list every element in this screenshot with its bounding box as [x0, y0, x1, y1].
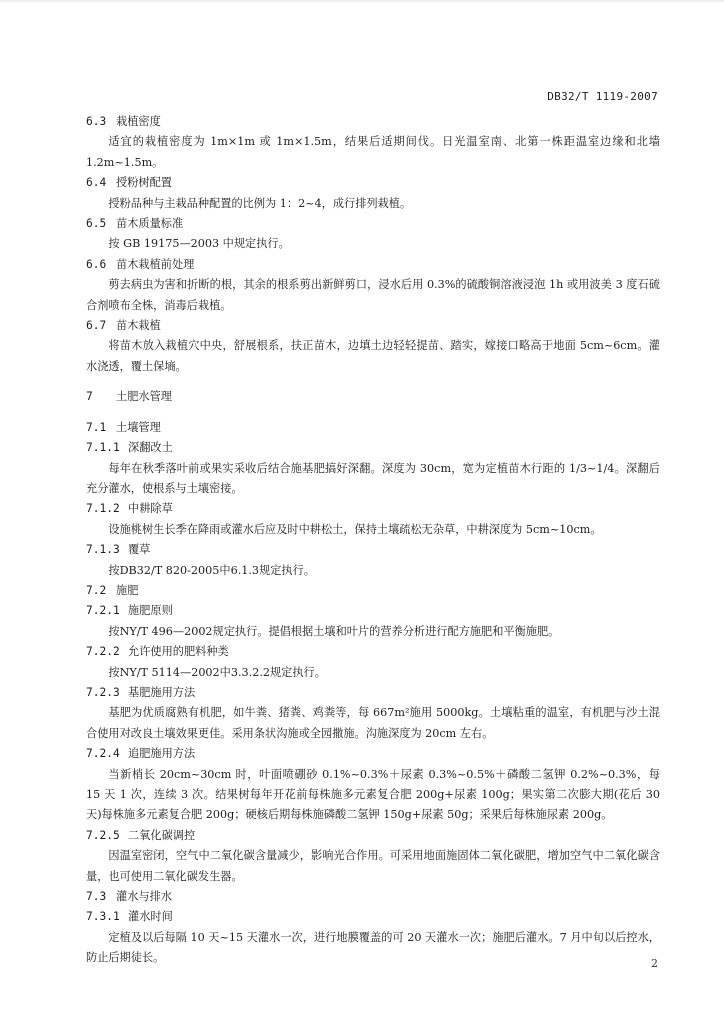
document-body — [86, 112, 660, 969]
section-number: 7.3.1 — [86, 910, 120, 924]
section-heading — [86, 255, 660, 275]
section-heading — [86, 907, 660, 927]
section-number: 6.7 — [86, 319, 107, 333]
section-number: 7 — [86, 390, 93, 404]
section-heading — [86, 887, 660, 907]
section-heading — [86, 540, 660, 560]
paragraph: 定植及以后每隔 10 天~15 天灌水一次，进行地膜覆盖的可 20 天灌水一次；施肥后灌水。7 月中旬以后控水，防止后期徒长。 — [86, 930, 660, 965]
section-heading — [86, 316, 660, 336]
section-number: 7.2 — [86, 583, 107, 597]
section-title: 灌水时间 — [128, 910, 173, 924]
section-number: 7.3 — [86, 890, 107, 904]
section-heading — [86, 744, 660, 764]
paragraph: 将苗木放入栽植穴中央，舒展根系，扶正苗木，边填土边轻轻提苗、踏实，嫁接口略高于地面 5cm~6cm。灌水浇透，覆土保墒。 — [86, 339, 660, 373]
section-title: 栽植密度 — [116, 115, 161, 128]
paragraph: 按DB32/T 820-2005中6.1.3规定执行。 — [108, 563, 315, 577]
section-heading — [86, 418, 660, 438]
section-heading — [86, 173, 660, 193]
paragraph: 剪去病虫为害和折断的根，其余的根系剪出新鲜剪口，浸水后用 0.3%的硫酸铜溶液浸泡 1h 或用波美 3 度石硫合剂喷布全株，消毒后栽植。 — [86, 278, 660, 312]
section-number: 7.1.3 — [86, 543, 120, 557]
paragraph: 设施桃树生长季在降雨或灌水后应及时中耕松土，保持土壤疏松无杂草，中耕深度为 5cm~10cm。 — [108, 522, 602, 536]
paragraph: 按NY/T 496—2002规定执行。提倡根据土壤和叶片的营养分析进行配方施肥和平衡施肥。 — [108, 624, 560, 638]
paragraph: 基肥为优质腐熟有机肥，如牛粪、猪粪、鸡粪等，每 667m²施用 5000kg。土壤粘重的温室，有机肥与沙土混合使用对改良土壤效果更佳。采用条状沟施或全园撒施。沟施深度为 20cm 左右。 — [86, 706, 660, 740]
section-title: 苗木质量标准 — [116, 217, 184, 231]
section-number: 6.4 — [86, 176, 107, 190]
section-title: 苗木栽植前处理 — [116, 257, 195, 271]
section-heading — [86, 683, 660, 703]
section-title: 基肥施用方法 — [128, 685, 196, 699]
paragraph: 适宜的栽植密度为 1m×1m 或 1m×1.5m，结果后适期间伐。日光温室南、北第一株距温室边缘和北墙 1.2m~1.5m。 — [86, 135, 660, 169]
section-title: 二氧化碳调控 — [128, 828, 196, 842]
section-title: 土壤管理 — [116, 420, 161, 434]
section-number: 6.6 — [86, 257, 107, 271]
section-heading — [86, 387, 660, 407]
section-title: 施肥 — [116, 583, 139, 597]
section-title: 土肥水管理 — [116, 390, 172, 404]
section-number: 7.1.2 — [86, 502, 120, 516]
section-heading — [86, 601, 660, 621]
paragraph: 授粉品种与主栽品种配置的比例为 1：2~4，成行排列栽植。 — [108, 196, 412, 210]
section-heading — [86, 214, 660, 234]
paragraph: 每年在秋季落叶前或果实采收后结合施基肥搞好深翻。深度为 30cm，宽为定植苗木行距的 1/3~1/4。深翻后充分灌水，使根系与土壤密接。 — [86, 461, 660, 495]
section-heading — [86, 826, 660, 846]
section-number: 7.1 — [86, 420, 107, 434]
section-title: 授粉树配置 — [116, 176, 172, 190]
section-gap — [86, 408, 660, 418]
section-title: 中耕除草 — [128, 502, 173, 516]
section-heading — [86, 642, 660, 662]
scan-edge — [0, 0, 724, 3]
section-heading — [86, 112, 660, 132]
page-number: 2 — [651, 957, 658, 970]
section-number: 6.5 — [86, 217, 107, 231]
section-title: 覆草 — [128, 543, 151, 557]
section-title: 施肥原则 — [128, 604, 173, 618]
paragraph: 因温室密闭，空气中二氧化碳含量减少，影响光合作用。可采用地面施固体二氧化碳肥，增加空气中二氧化碳含量，也可使用二氧化碳发生器。 — [86, 849, 660, 883]
section-heading — [86, 438, 660, 458]
section-number: 7.2.1 — [86, 604, 120, 618]
section-number: 7.2.5 — [86, 828, 120, 842]
section-gap — [86, 377, 660, 387]
section-number: 7.2.4 — [86, 747, 120, 761]
section-number: 7.1.1 — [86, 441, 120, 455]
section-heading — [86, 581, 660, 601]
section-number: 7.2.3 — [86, 685, 120, 699]
section-number: 6.3 — [86, 115, 107, 128]
paragraph: 当新梢长 20cm~30cm 时，叶面喷硼砂 0.1%~0.3%＋尿素 0.3%~0.5%＋磷酸二氢钾 0.2%~0.3%，每 15 天 1 次，连续 3 次。结果树每年开花前每株施多元素复合肥 200g+尿素 100g；果实第二次膨大期(花后 30 天)每株施多元素复合肥 200g；硬核后期每株施磷酸二氢钾 150g+尿素 50g；采果后每株施尿素 200g。 — [86, 767, 660, 822]
section-title: 允许使用的肥料种类 — [128, 645, 229, 659]
paragraph: 按 GB 19175—2003 中规定执行。 — [108, 237, 290, 251]
section-title: 苗木栽植 — [116, 319, 161, 333]
section-title: 深翻改土 — [128, 441, 173, 455]
paragraph: 按NY/T 5114—2002中3.3.2.2规定执行。 — [108, 665, 326, 679]
section-title: 灌水与排水 — [116, 890, 172, 904]
section-heading — [86, 499, 660, 519]
section-number: 7.2.2 — [86, 645, 120, 659]
section-title: 追肥施用方法 — [128, 747, 196, 761]
standard-code: DB32/T 1119-2007 — [547, 90, 658, 103]
